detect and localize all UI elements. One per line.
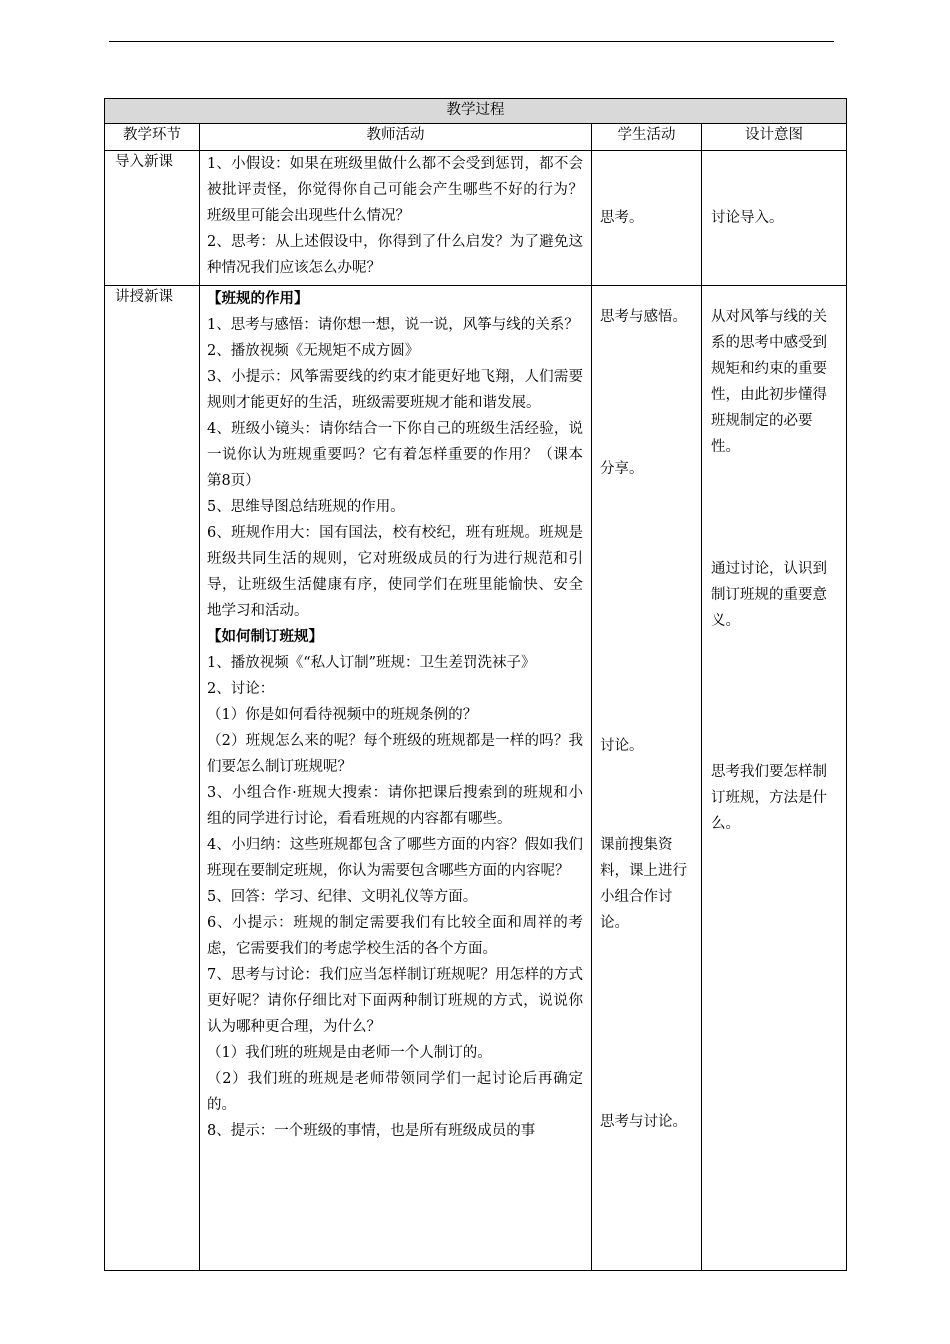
table-header-row	[105, 124, 847, 151]
student-item: 思考与感悟。	[600, 309, 687, 325]
teacher-item: 2、思考：从上述假设中，你得到了什么启发？为了避免这种情况我们应该怎么办呢？	[207, 234, 583, 276]
teacher-item: 4、班级小镜头：请你结合一下你自己的班级生活经验，说一说你认为班规重要吗？它有着怎样重要的作用？（课本第8页）	[207, 421, 583, 489]
teacher-item: （2）我们班的班规是老师带领同学们一起讨论后再确定的。	[207, 1071, 583, 1113]
teaching-process-table	[104, 98, 847, 1271]
teacher-cell-intro	[200, 151, 592, 286]
teacher-item: 8、提示：一个班级的事情，也是所有班级成员的事	[207, 1123, 536, 1139]
student-cell-intro	[592, 151, 702, 286]
student-item: 思考。	[600, 210, 644, 226]
student-item: 思考与讨论。	[600, 1114, 687, 1130]
teacher-item: 7、思考与讨论：我们应当怎样制订班规呢？用怎样的方式更好呢？请你仔细比对下面两种制订班规的方式，说说你认为哪种更合理，为什么？	[207, 967, 583, 1035]
student-item: 课前搜集资料，课上进行小组合作讨论。	[600, 837, 687, 931]
table-title-row	[105, 99, 847, 124]
intent-item: 从对风筝与线的关系的思考中感受到规矩和约束的重要性，由此初步懂得班规制定的必要性。	[711, 309, 827, 455]
header-rule	[109, 41, 834, 42]
teacher-item: 1、小假设：如果在班级里做什么都不会受到惩罚，都不会被批评责怪，你觉得你自己可能会产生哪些不好的行为？班级里可能会出现些什么情况？	[207, 156, 583, 224]
stage-cell-lesson: 讲授新课	[105, 286, 200, 1271]
teacher-item: 1、思考与感悟：请你想一想，说一说，风筝与线的关系？	[207, 317, 579, 333]
teacher-item: 3、小提示：风筝需要线的约束才能更好地飞翔，人们需要规则才能更好的生活，班级需要班规才能和谐发展。	[207, 369, 583, 411]
intent-item: 思考我们要怎样制订班规，方法是什么。	[711, 764, 827, 832]
intent-cell-lesson	[702, 286, 847, 1271]
table-row-intro	[105, 151, 847, 286]
student-cell-lesson	[592, 286, 702, 1271]
teacher-item: （2）班规怎么来的呢？每个班级的班规都是一样的吗？我们要怎么制订班规呢？	[207, 733, 583, 775]
teacher-item: 2、播放视频《无规矩不成方圆》	[207, 343, 420, 359]
teacher-item: 3、小组合作·班规大搜索：请你把课后搜索到的班规和小组的同学进行讨论，看看班规的内容都有哪些。	[207, 785, 583, 827]
teacher-item: 6、班规作用大：国有国法，校有校纪，班有班规。班规是班级共同生活的规则，它对班级成员的行为进行规范和引导，让班级生活健康有序，使同学们在班里能愉快、安全地学习和活动。	[207, 525, 583, 619]
teacher-item: 5、回答：学习、纪律、文明礼仪等方面。	[207, 889, 478, 905]
student-item: 讨论。	[600, 738, 644, 754]
teacher-item: （1）我们班的班规是由老师一个人制订的。	[207, 1045, 492, 1061]
header-student: 学生活动	[592, 124, 702, 151]
section-heading: 【班规的作用】	[207, 290, 309, 307]
stage-cell-intro: 导入新课	[105, 151, 200, 286]
section-heading: 【如何制订班规】	[207, 628, 323, 645]
teacher-item: 1、播放视频《“私人订制”班规：卫生差罚洗袜子》	[207, 655, 536, 671]
teacher-item: 4、小归纳：这些班规都包含了哪些方面的内容？假如我们班现在要制定班规，你认为需要包含哪些方面的内容呢？	[207, 837, 583, 879]
teacher-item: 6、小提示：班规的制定需要我们有比较全面和周祥的考虑，它需要我们的考虑学校生活的各个方面。	[207, 915, 583, 957]
table-title: 教学过程	[105, 99, 847, 124]
intent-item: 讨论导入。	[711, 210, 784, 226]
intent-item: 通过讨论，认识到制订班规的重要意义。	[711, 561, 827, 629]
teacher-item: （1）你是如何看待视频中的班规条例的？	[207, 707, 478, 723]
teacher-item: 5、思维导图总结班规的作用。	[207, 499, 405, 515]
intent-cell-intro	[702, 151, 847, 286]
student-item: 分享。	[600, 461, 644, 477]
header-intent: 设计意图	[702, 124, 847, 151]
teacher-cell-lesson	[200, 286, 592, 1271]
table-row-lesson	[105, 286, 847, 1271]
teacher-item: 2、讨论：	[207, 681, 275, 697]
header-teacher: 教师活动	[200, 124, 592, 151]
header-stage: 教学环节	[105, 124, 200, 151]
